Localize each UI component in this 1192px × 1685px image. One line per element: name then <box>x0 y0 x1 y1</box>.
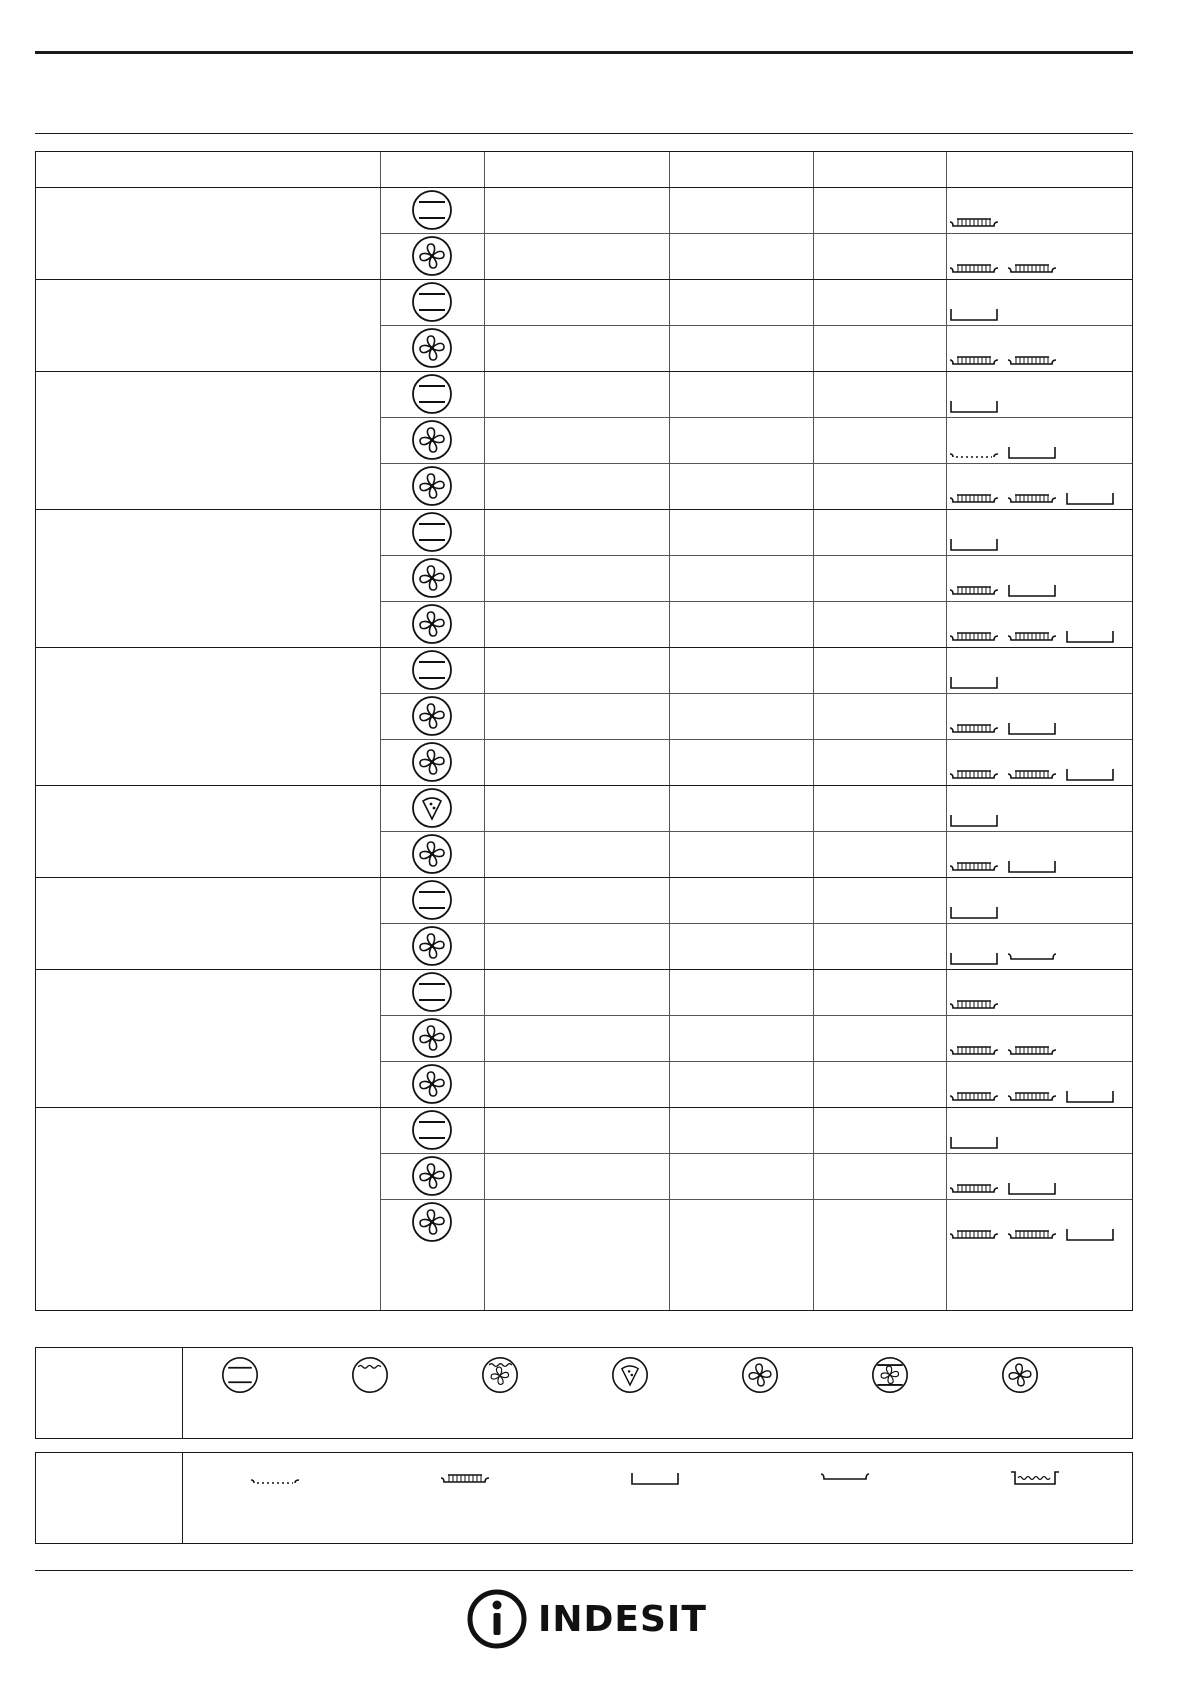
baking-tray-icon <box>1006 1041 1058 1057</box>
row-divider <box>36 969 1132 970</box>
cake-tin-icon <box>1064 765 1116 781</box>
forced-air-mode-icon <box>741 1356 779 1399</box>
legend-divider <box>182 1348 183 1438</box>
fan-mode-icon <box>411 695 453 737</box>
conventional-mode-icon <box>411 373 453 415</box>
brand-logo <box>466 1588 707 1650</box>
accessories-legend <box>35 1452 1133 1544</box>
baking-tray-icon <box>1006 1225 1058 1241</box>
row-divider <box>36 1107 1132 1108</box>
row-divider <box>380 417 1132 418</box>
cake-tin-icon <box>948 535 1000 551</box>
row-divider <box>380 923 1132 924</box>
functions-legend <box>35 1347 1133 1439</box>
pizza-mode-icon <box>411 787 453 829</box>
cake-tin-icon <box>1064 1225 1116 1241</box>
fan-mode-icon <box>411 1155 453 1197</box>
cake-tin-icon <box>1006 719 1058 735</box>
cake-tin-icon <box>1064 1087 1116 1103</box>
row-divider <box>380 1199 1132 1200</box>
grill-pan-icon <box>439 1469 491 1492</box>
baking-tray-icon <box>948 1179 1000 1195</box>
row-divider <box>380 233 1132 234</box>
fan-mode-icon <box>411 557 453 599</box>
row-divider <box>380 831 1132 832</box>
cake-tin-icon <box>948 811 1000 827</box>
conventional-mode-icon <box>411 511 453 553</box>
fan-mode-icon <box>411 419 453 461</box>
row-divider <box>380 463 1132 464</box>
row-divider <box>380 693 1132 694</box>
fan-mode-icon <box>411 1063 453 1105</box>
fan-mode-icon <box>411 1201 453 1243</box>
row-divider <box>36 187 1132 188</box>
conventional-mode-icon <box>411 1109 453 1151</box>
row-divider <box>36 647 1132 648</box>
row-divider <box>36 785 1132 786</box>
cake-tin-icon <box>1064 489 1116 505</box>
row-divider <box>380 601 1132 602</box>
fan-small-mode-icon <box>411 833 453 875</box>
fan-mode-icon <box>411 465 453 507</box>
baking-tray-icon <box>948 765 1000 781</box>
baking-tray-icon <box>948 857 1000 873</box>
baking-tray-icon <box>1006 489 1058 505</box>
cake-tin-icon <box>1006 1179 1058 1195</box>
baking-tray-icon <box>948 1041 1000 1057</box>
row-divider <box>380 555 1132 556</box>
top-rule <box>35 51 1133 54</box>
conventional-mode-icon <box>411 281 453 323</box>
fan-mode-icon <box>411 603 453 645</box>
conventional-mode-icon <box>221 1356 259 1399</box>
baking-tray-icon <box>1006 765 1058 781</box>
row-divider <box>36 279 1132 280</box>
baking-tray-icon <box>948 581 1000 597</box>
cooking-table <box>35 151 1133 1311</box>
pizza-mode-icon <box>611 1356 649 1399</box>
fan-mode-icon <box>411 741 453 783</box>
turbo-grill-mode-icon <box>481 1356 519 1399</box>
fan-mode-icon <box>411 327 453 369</box>
cake-tin-icon <box>948 397 1000 413</box>
row-divider <box>36 509 1132 510</box>
baking-tray-icon <box>1006 627 1058 643</box>
baking-tray-icon <box>1006 351 1058 367</box>
row-divider <box>380 739 1132 740</box>
fan-small-mode-icon <box>1001 1356 1039 1399</box>
conventional-mode-icon <box>411 649 453 691</box>
row-divider <box>380 1153 1132 1154</box>
wire-shelf-icon <box>249 1469 301 1492</box>
legend-divider <box>182 1453 183 1543</box>
row-divider <box>380 1015 1132 1016</box>
fan-mode-icon <box>411 235 453 277</box>
row-divider <box>380 325 1132 326</box>
cake-tin-icon <box>629 1469 681 1492</box>
cake-tin-icon <box>948 305 1000 321</box>
baking-tray-icon <box>948 1087 1000 1103</box>
cake-tin-icon <box>948 949 1000 965</box>
footer-rule <box>35 1570 1133 1571</box>
cake-tin-icon <box>948 673 1000 689</box>
baking-tray-icon <box>1006 1087 1058 1103</box>
baking-tray-icon <box>1006 259 1058 275</box>
baking-tray-icon <box>948 259 1000 275</box>
conventional-mode-icon <box>411 189 453 231</box>
header-rule <box>35 133 1133 134</box>
cake-tin-icon <box>948 903 1000 919</box>
cake-tin-icon <box>1006 581 1058 597</box>
baking-tray-icon <box>948 995 1000 1011</box>
drip-tray-icon <box>819 1469 871 1492</box>
brand-name: INDESIT <box>538 1598 707 1640</box>
baking-tray-icon <box>948 719 1000 735</box>
row-divider <box>36 371 1132 372</box>
fan-mode-icon <box>411 1017 453 1059</box>
cake-tin-icon <box>948 1133 1000 1149</box>
baking-tray-icon <box>948 213 1000 229</box>
wire-shelf-icon <box>948 443 1000 459</box>
baking-tray-icon <box>948 489 1000 505</box>
conventional-mode-icon <box>411 971 453 1013</box>
cake-tin-icon <box>1064 627 1116 643</box>
drip-tray-icon <box>1006 949 1058 965</box>
row-divider <box>36 877 1132 878</box>
baking-tray-icon <box>948 1225 1000 1241</box>
eco-fan-mode-icon <box>871 1356 909 1399</box>
grill-mode-icon <box>351 1356 389 1399</box>
conventional-mode-icon <box>411 879 453 921</box>
baking-tray-icon <box>948 627 1000 643</box>
cake-tin-icon <box>1006 857 1058 873</box>
row-divider <box>380 1061 1132 1062</box>
water-tray-icon <box>1009 1469 1061 1492</box>
fan-mode-icon <box>411 925 453 967</box>
baking-tray-icon <box>948 351 1000 367</box>
brand-mark-icon <box>466 1588 528 1650</box>
cake-tin-icon <box>1006 443 1058 459</box>
